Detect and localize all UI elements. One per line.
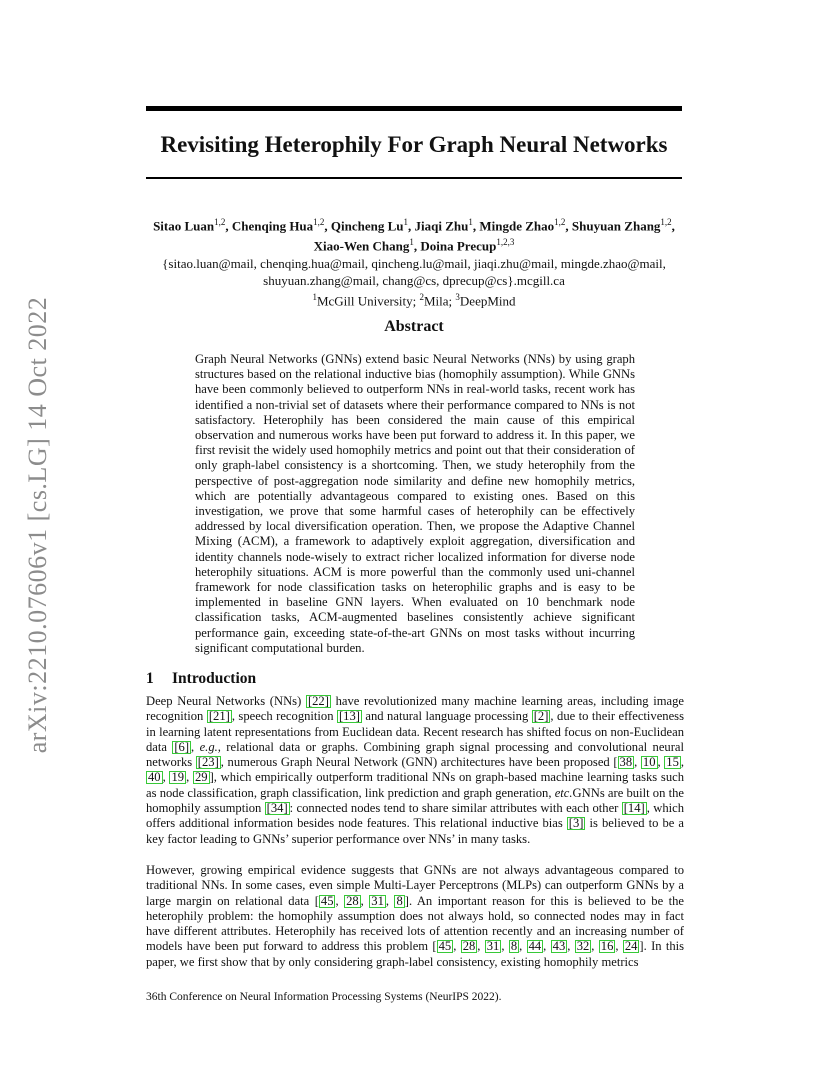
author-name: Mingde Zhao [479, 218, 555, 234]
author-block [100, 214, 728, 309]
italic-text: e.g., [199, 739, 221, 754]
author-affiliation-mark: 1,2 [313, 217, 325, 227]
citation-link[interactable]: [6] [174, 739, 190, 754]
citation-link[interactable]: 19 [171, 770, 185, 785]
section-heading-introduction [146, 670, 256, 688]
citation-link[interactable]: [22] [307, 694, 329, 708]
citation-link[interactable]: 44 [528, 939, 542, 954]
author-list-line-2: Xiao-Wen Chang$^1$, Doina Precup$^{1,2,3}$ [313, 237, 515, 254]
affiliation-number: 3 [455, 291, 460, 302]
citation-link[interactable]: 43 [552, 939, 566, 954]
title-bottom-rule [146, 177, 682, 179]
title-top-rule [146, 106, 682, 111]
author-affiliation-mark: 1,2,3 [496, 237, 515, 248]
affiliation-name: McGill University; [316, 292, 417, 308]
citation-link[interactable]: 28 [346, 893, 359, 908]
author-name: Doina Precup [420, 238, 497, 254]
author-affiliation-mark: 1,2 [214, 217, 226, 227]
citation-link[interactable]: 31 [486, 939, 500, 954]
citation-link[interactable]: 16 [600, 939, 614, 954]
author-list-line-1: Sitao Luan$^{1,2}$, Chenqing Hua$^{1,2}$, Qincheng Lu$^1$, Jiaqi Zhu$^1$, Mingde Zhao$^{1,2}$, Shuyuan Zhang$^{1,2}$, [153, 217, 675, 234]
author-affiliation-mark: 1,2 [660, 217, 672, 227]
conference-footer: 36th Conference on Neural Information Processing Systems (NeurIPS 2022). [146, 991, 502, 1003]
citation-link[interactable]: [14] [623, 801, 645, 816]
affiliation-number: 1 [312, 291, 317, 302]
author-affiliation-mark: 1 [468, 217, 473, 227]
section-title: Introduction [172, 670, 257, 687]
citation-link[interactable]: [34] [266, 801, 288, 816]
author-name: Xiao-Wen Chang [313, 238, 410, 254]
abstract-heading: Abstract [384, 318, 444, 335]
citation-link[interactable]: 45 [320, 893, 334, 908]
citation-link[interactable]: 45 [438, 939, 452, 954]
affiliation-number: 2 [419, 291, 424, 302]
citation-link[interactable]: 24 [624, 939, 638, 954]
affiliations-line [100, 289, 728, 309]
abstract-text: Graph Neural Networks (GNNs) extend basic Neural Networks (NNs) by using graph structures based on the relational inductive bias (homophily assumption). While GNNs have been commonly believed to outperform NNs in real-world tasks, recent work has identified a non-trivial set of datasets where their performance compared to NNs is not satisfactory. Heterophily has been considered the main cause of this empirical observation and numerous works have been put forward to address it. In this paper, we first revisit the widely used homophily metrics and point out that their consideration of only graph-label consistency is a shortcoming. Then, we study heterophily from the perspective of post-aggregation node similarity and define new homophily metrics, which are potentially advantageous compared to existing ones. Based on this investigation, we prove that some harmful cases of heterophily can be effectively addressed by local diversification operation. Then, we propose the Adaptive Channel Mixing (ACM), a framework to adaptively exploit aggregation, diversification and identity channels node-wisely to extract richer localized information for diverse node heterophily situations. ACM is more powerful than the commonly used uni-channel framework for node classification tasks on heterophilic graphs and is easy to be implemented in baseline GNN layers. When evaluated on 10 benchmark node classification tasks, ACM-augmented baselines consistently achieve significant performance gain, exceeding state-of-the-art GNNs on most tasks without incurring significant computational burden. [195, 352, 635, 655]
citation-link[interactable]: 10 [642, 755, 656, 770]
author-affiliation-mark: 1 [409, 237, 414, 248]
citation-link[interactable]: 32 [576, 939, 590, 954]
arxiv-identifier-stamp: arXiv:2210.07606v1 [cs.LG] 14 Oct 2022 [23, 296, 52, 754]
citation-link[interactable]: [21] [208, 709, 230, 724]
citation-link[interactable]: [3] [568, 816, 584, 831]
affiliation-name: Mila; [424, 292, 453, 308]
citation-link[interactable]: [13] [338, 709, 360, 724]
section-number: 1 [146, 670, 154, 687]
citation-link[interactable]: 8 [510, 939, 518, 954]
citation-link[interactable]: 40 [148, 770, 161, 785]
citation-link[interactable]: [2] [533, 709, 549, 724]
citation-link[interactable]: 28 [462, 939, 476, 954]
affiliation-name: DeepMind [459, 292, 516, 308]
author-affiliation-mark: 1 [403, 217, 409, 227]
author-name: Shuyuan Zhang [571, 218, 661, 234]
author-name: Chenqing Hua [231, 218, 314, 234]
author-name: Qincheng Lu [330, 218, 404, 234]
intro-paragraph-1: Deep Neural Networks (NNs) [22] have revolutionized many machine learning areas, including image recognition [21] , speech recognition [13] and natural language processing [2] , due to their effectiveness in learning latent representations from Euclidean data. Recent research has shifted focus on non-Euclidean data [6] , e.g., relational data or graphs. Combining graph signal processing and convolutional neural networks [23] , numerous Graph Neural Network (GNN) architectures have been proposed [ 38 , 10 , 15 , 40 , 19 , 29 ], which empirically outperform traditional NNs on graph-based machine learning tasks such as node classification, graph classification, link prediction and graph generation, etc.GNNs are built on the homophily assumption [34] : connected nodes tend to share similar attributes with each other [14] , which offers additional information besides node features. This relational inductive bias [3] is believed to be a key factor leading to GNNs’ superior performance over NNs’ in many tasks. [146, 694, 685, 846]
citation-link[interactable]: 15 [666, 755, 679, 770]
citation-link[interactable]: [23] [197, 755, 219, 770]
author-emails-line-2: shuyuan.zhang@mail, chang@cs, dprecup@cs}.mcgill.ca [263, 272, 565, 288]
paper-title: Revisiting Heterophily For Graph Neural Networks [160, 132, 668, 157]
author-name: Jiaqi Zhu [414, 218, 469, 234]
citation-link[interactable]: 38 [619, 755, 633, 770]
author-name: Sitao Luan [153, 218, 215, 234]
author-emails-line-1: {sitao.luan@mail, chenqing.hua@mail, qincheng.lu@mail, jiaqi.zhu@mail, mingde.zhao@mail, [162, 255, 666, 271]
intro-paragraph-2: However, growing empirical evidence suggests that GNNs are not always advantageous compared to traditional NNs. In some cases, even simple Multi-Layer Perceptrons (MLPs) can outperform GNNs by a large margin on relational data [ 45 , 28 , 31 , 8 ]. An important reason for this is believed to be the heterophily problem: the homophily assumption does not always hold, so connected nodes may in fact have different attributes. Heterophily has received lots of attention recently and an increasing number of models have been put forward to address this problem [ 45 , 28 , 31 , 8 , 44 , 43 , 32 , 16 , 24 ]. In this paper, we first show that by only considering graph-label consistency, existing homophily metrics [146, 863, 685, 969]
citation-link[interactable]: 29 [194, 770, 208, 785]
author-affiliation-mark: 1,2 [554, 217, 566, 227]
citation-link[interactable]: 31 [371, 893, 384, 908]
citation-link[interactable]: 8 [396, 893, 403, 908]
italic-text: etc. [554, 785, 573, 800]
